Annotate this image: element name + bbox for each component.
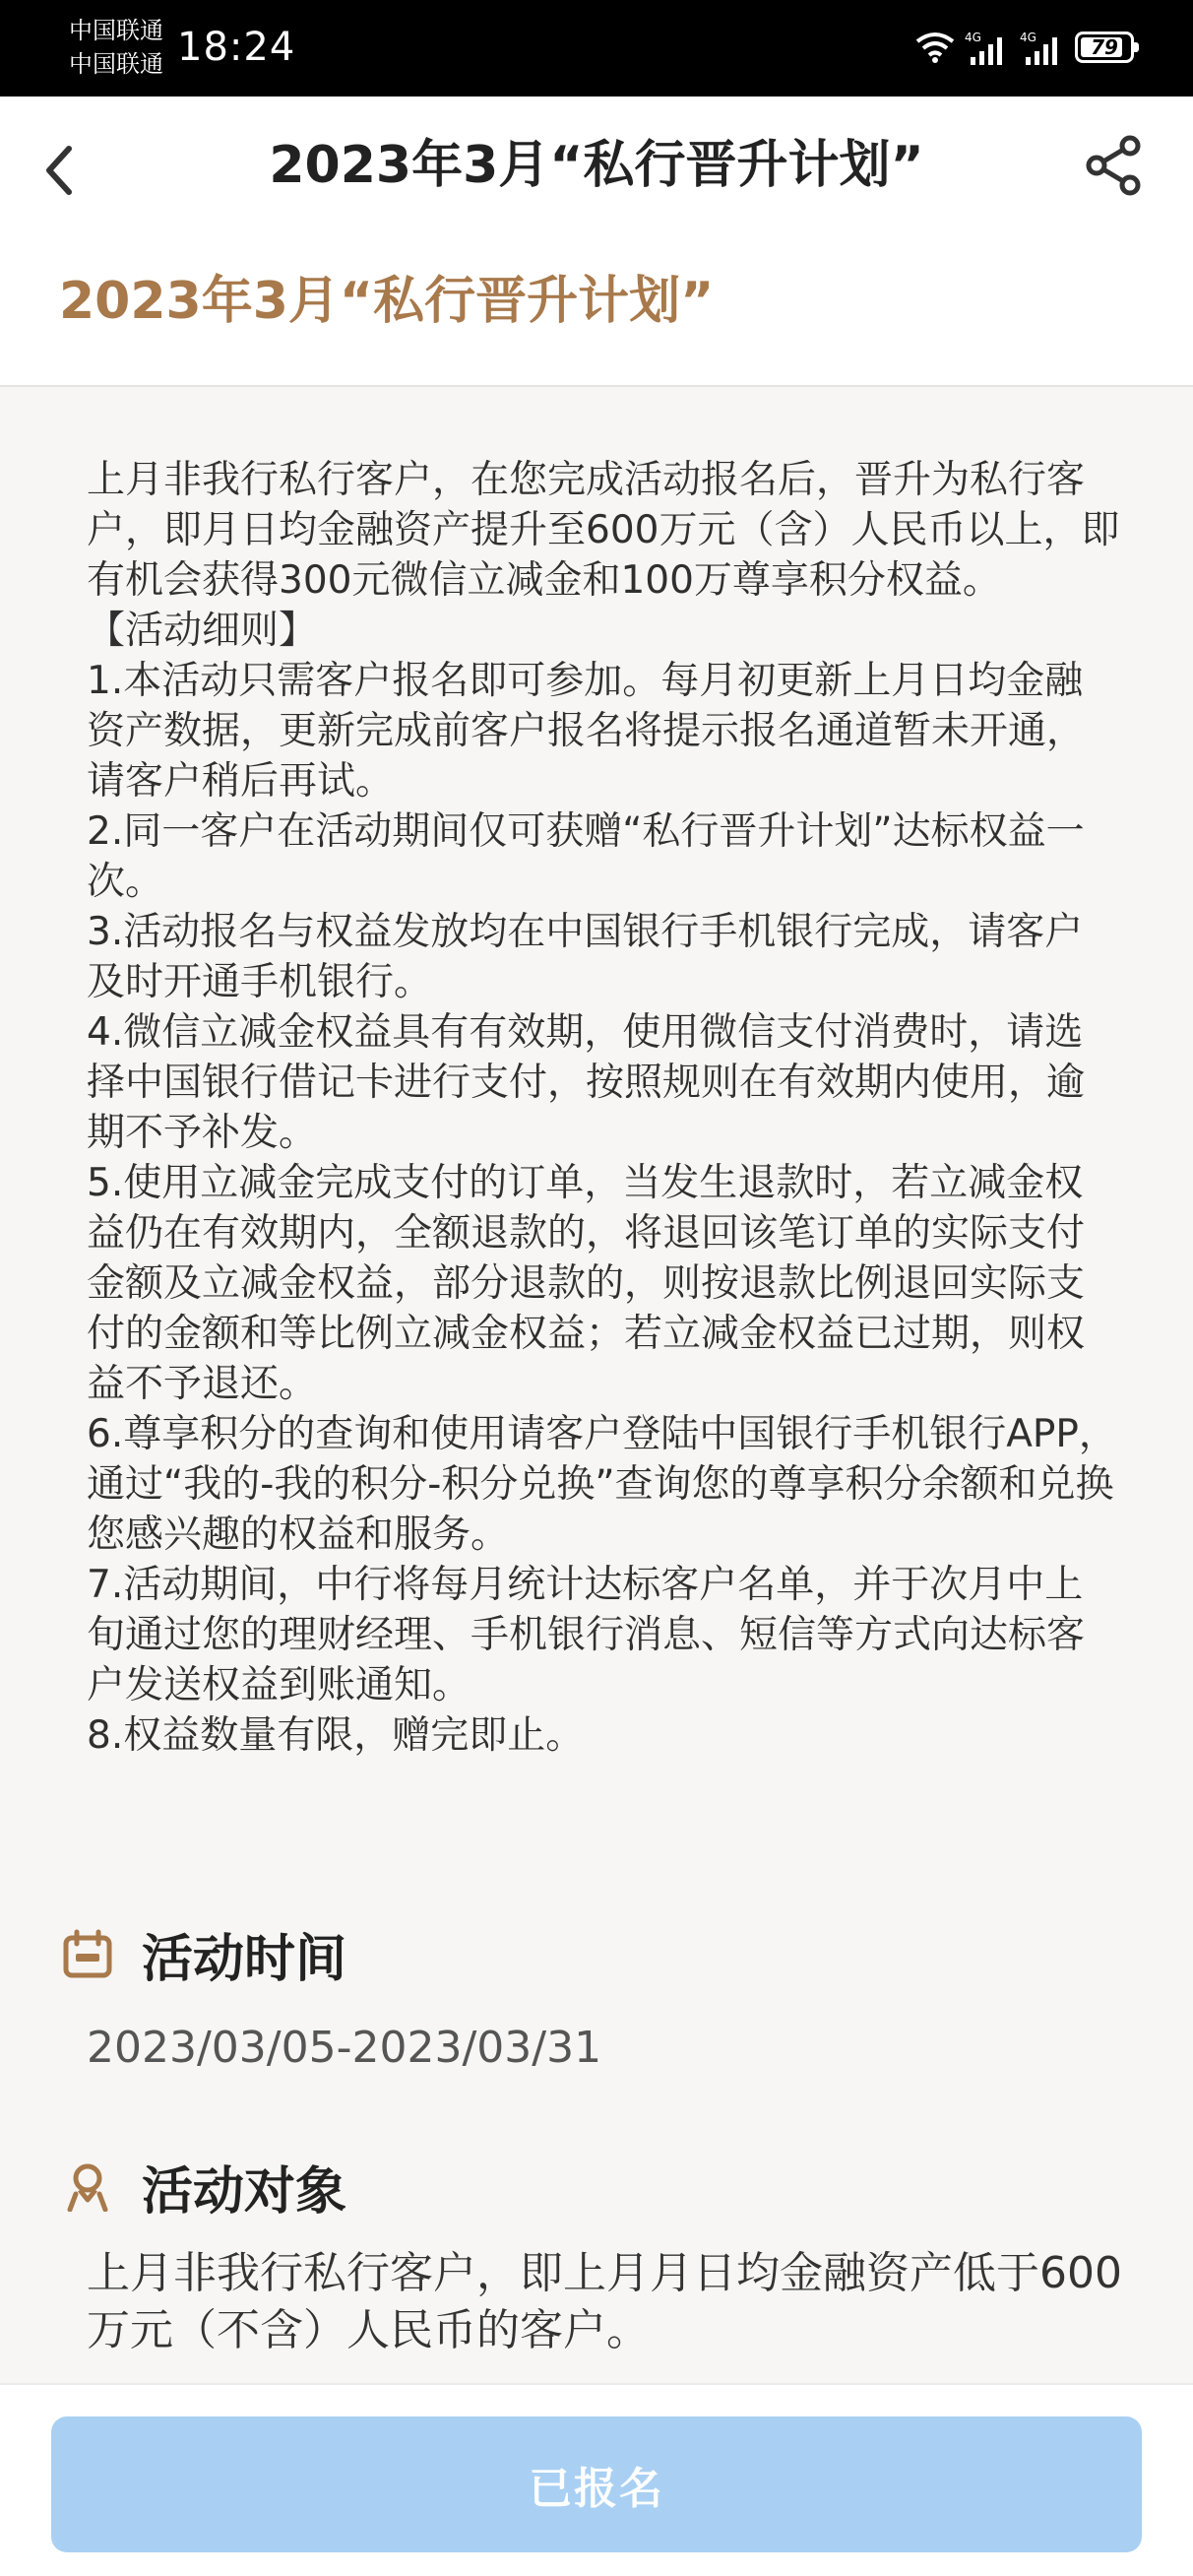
- nav-bar: [0, 97, 1193, 244]
- carrier-2: 中国联通: [69, 50, 163, 78]
- battery-icon: [1075, 32, 1134, 63]
- activity-target-value: 上月非我行私行客户，即上月月日均金融资产低于600万元（不含）人民币的客户。: [87, 2248, 1122, 2355]
- registered-button[interactable]: 已报名: [51, 2416, 1142, 2552]
- rule-item: 8.权益数量有限，赠完即止。: [87, 1713, 585, 1758]
- chevron-left-icon: [41, 143, 77, 198]
- signal-icon-1: [965, 30, 1010, 65]
- activity-time-value: 2023/03/05-2023/03/31: [87, 2023, 602, 2073]
- page-title: 2023年3月“私行晋升计划”: [269, 136, 924, 195]
- activity-target-label: 活动对象: [142, 2161, 347, 2222]
- share-icon: [1083, 134, 1146, 197]
- rule-item: 4.微信立减金权益具有有效期，使用微信支付消费时，请选择中国银行借记卡进行支付，按照规则在有效期内使用，逾期不予补发。: [87, 1010, 1086, 1155]
- bottom-action-bar: [0, 2383, 1193, 2576]
- battery-level: 79: [1091, 35, 1118, 59]
- rule-item: 6.尊享积分的查询和使用请客户登陆中国银行手机银行APP，通过“我的-我的积分-积分兑换”查询您的尊享积分余额和兑换您感兴趣的权益和服务。: [87, 1412, 1117, 1557]
- back-button[interactable]: [30, 131, 89, 210]
- share-button[interactable]: [1075, 126, 1154, 205]
- signal-icon-2: [1020, 30, 1065, 65]
- status-bar: [0, 0, 1193, 97]
- system-icons: [915, 28, 1134, 67]
- rule-item: 5.使用立减金完成支付的订单，当发生退款时，若立减金权益仍在有效期内，全额退款的，将退回该笔订单的实际支付金额及立减金权益，部分退款的，则按退款比例退回实际支付的金额和等比例立减金权益；若立减金权益已过期，则权益不予退还。: [87, 1161, 1086, 1406]
- activity-target-section: [61, 2147, 1144, 2359]
- rules-heading: 【活动细则】: [87, 609, 318, 653]
- wifi-icon: [915, 32, 955, 63]
- rules-intro: 上月非我行私行客户，在您完成活动报名后，晋升为私行客户，即月日均金融资产提升至600万元（含）人民币以上，即有机会获得300元微信立减金和100万尊享积分权益。: [87, 458, 1120, 603]
- rule-item: 3.活动报名与权益发放均在中国银行手机银行完成，请客户及时开通手机银行。: [87, 910, 1084, 1004]
- carrier-labels: [69, 14, 177, 81]
- activity-title: 2023年3月“私行晋升计划”: [59, 272, 715, 331]
- calendar-icon: [61, 1927, 114, 1980]
- carrier-1: 中国联通: [69, 17, 163, 44]
- svg-text:4G: 4G: [1020, 31, 1036, 44]
- activity-time-section: [61, 1914, 1144, 2076]
- svg-text:4G: 4G: [965, 31, 981, 44]
- user-icon: [61, 2159, 114, 2213]
- status-time: 18:24: [177, 25, 296, 70]
- activity-rules: [87, 455, 1120, 1761]
- activity-header: [0, 244, 1193, 387]
- rule-item: 7.活动期间，中行将每月统计达标客户名单，并于次月中上旬通过您的理财经理、手机银行消息、短信等方式向达标客户发送权益到账通知。: [87, 1563, 1086, 1707]
- rule-item: 2.同一客户在活动期间仅可获赠“私行晋升计划”达标权益一次。: [87, 809, 1085, 904]
- activity-time-label: 活动时间: [142, 1929, 347, 1989]
- rule-item: 1.本活动只需客户报名即可参加。每月初更新上月日均金融资产数据，更新完成前客户报名将提示报名通道暂未开通，请客户稍后再试。: [87, 659, 1086, 804]
